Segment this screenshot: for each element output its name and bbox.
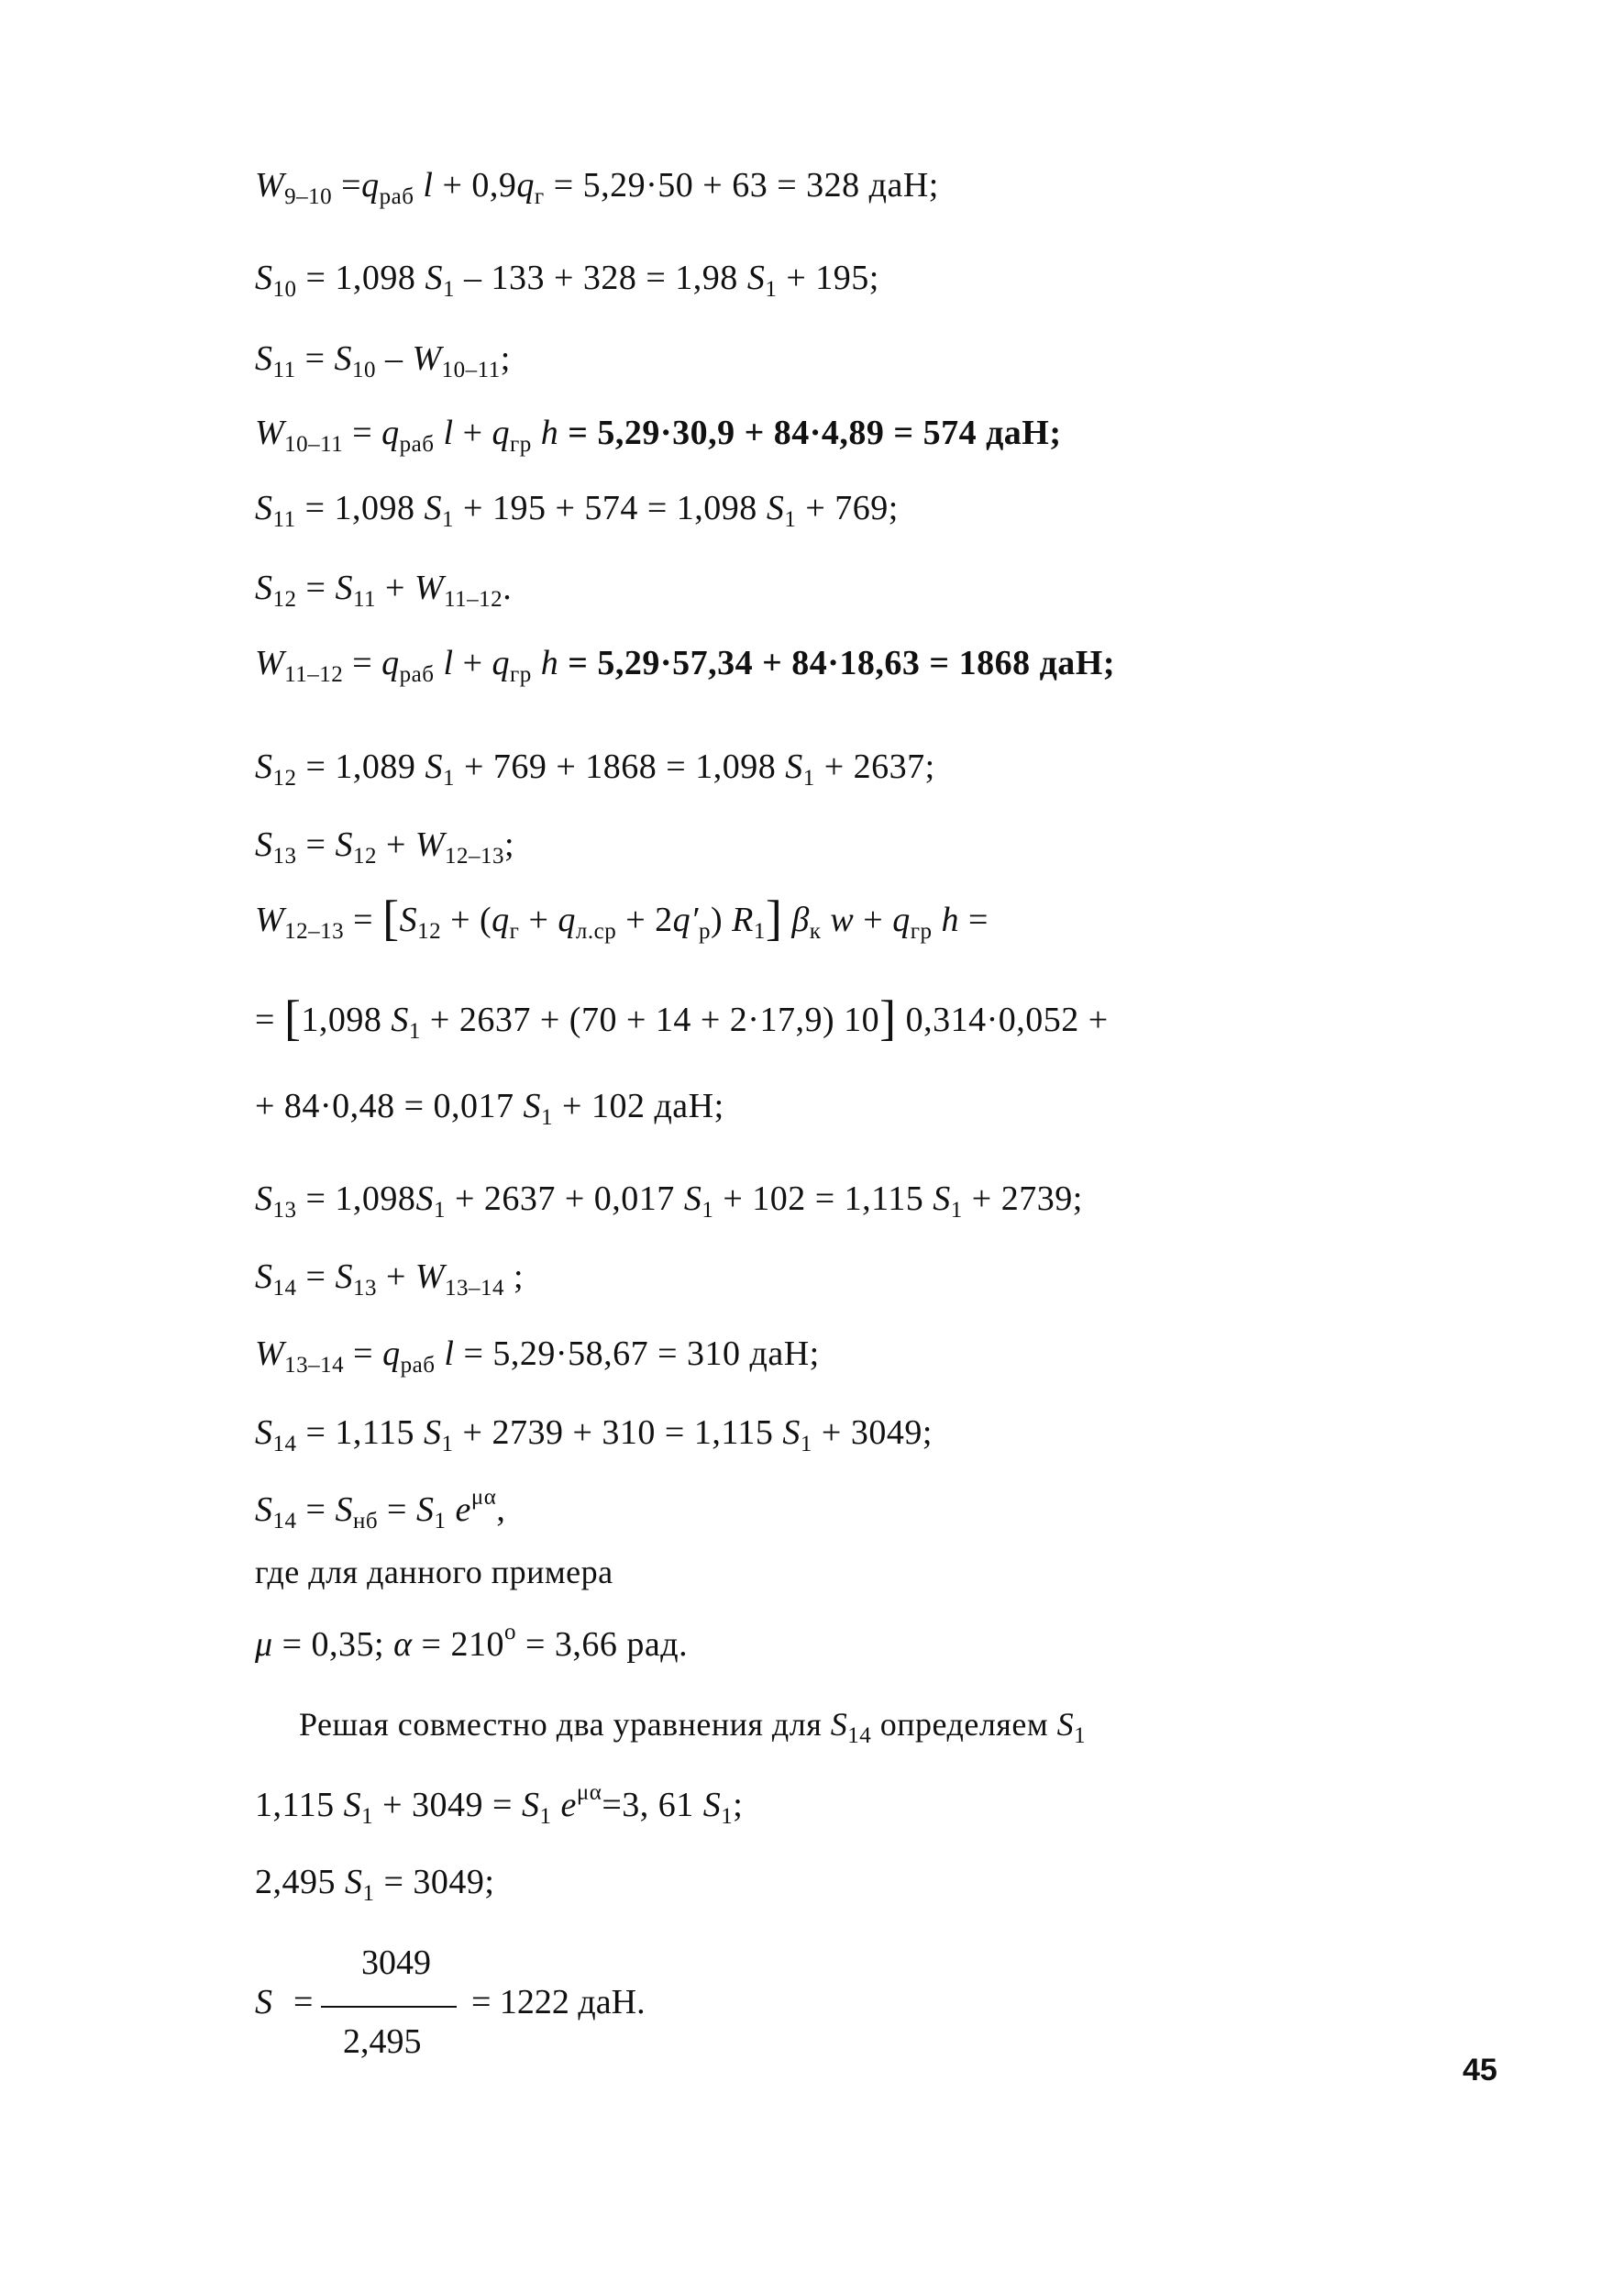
math-text: ; [504, 1257, 525, 1296]
math-text: – 133 + 328 = 1,98 [454, 259, 747, 297]
math-text: + 102 = 1,115 [713, 1179, 934, 1218]
math-text: = [344, 1334, 383, 1373]
fraction-numerator: 3049 [361, 1943, 431, 1982]
subscript: 1 [539, 1804, 552, 1829]
subscript: раб [399, 662, 435, 687]
equation-line [255, 1485, 506, 1534]
math-text: = 5,29·57,34 + 84·18,63 = 1868 даН; [558, 644, 1116, 682]
math-text: = [958, 901, 989, 939]
math-text: + 195; [777, 259, 879, 297]
equation-line [255, 1177, 1083, 1221]
math-text: S [345, 1863, 363, 1901]
math-text: + [376, 825, 415, 864]
final-fraction-equation [255, 1943, 805, 2062]
math-text: R [732, 901, 754, 939]
math-text: h [540, 414, 559, 452]
math-text: S [766, 489, 785, 527]
subscript: 10–11 [284, 432, 344, 457]
subscript: г [509, 919, 520, 944]
subscript: 1 [800, 1432, 812, 1456]
subscript: 13 [352, 1276, 377, 1301]
math-text: = 210 [412, 1625, 504, 1664]
subscript: 12 [417, 919, 442, 944]
math-text: μ [255, 1625, 273, 1664]
subscript: 1 [765, 277, 778, 302]
subscript: гр [510, 662, 532, 687]
math-text: S [335, 825, 353, 864]
math-text: = [296, 569, 336, 607]
math-text: q [558, 901, 576, 939]
math-text: ] [765, 891, 783, 946]
subscript: 14 [272, 1432, 297, 1456]
subscript: 14 [847, 1723, 872, 1748]
math-text: = [296, 1490, 336, 1529]
math-text: S [415, 1490, 435, 1529]
math-text: S [830, 1706, 848, 1743]
math-text: l [423, 166, 434, 205]
math-text: = 3049; [374, 1863, 495, 1901]
subscript: 10–11 [441, 358, 501, 382]
subscript: раб [400, 1353, 436, 1378]
math-text: W [255, 644, 285, 682]
math-text [551, 1786, 560, 1824]
superscript: o [503, 1620, 516, 1644]
equation-line [255, 163, 939, 207]
subscript: нб [352, 1509, 379, 1534]
subscript: 10 [352, 358, 377, 382]
subscript: раб [399, 432, 435, 457]
subscript: 14 [272, 1509, 297, 1534]
subscript: 14 [272, 1276, 297, 1301]
superscript: μα [576, 1780, 602, 1805]
subscript: 1 [442, 277, 455, 302]
subscript: 1 [753, 919, 766, 944]
math-text: = 0,35; [272, 1625, 394, 1664]
math-text: =3, 61 [602, 1786, 703, 1824]
math-text: = 1,098 [295, 489, 425, 527]
math-text: q [492, 414, 510, 452]
math-text: S [683, 1179, 702, 1218]
math-text: S [415, 1179, 434, 1218]
math-text: + 769 + 1868 = 1,098 [454, 747, 786, 786]
equation-line [255, 1084, 724, 1128]
subscript: 1 [702, 1198, 714, 1223]
math-text: . [503, 569, 513, 607]
math-text: + 3049; [812, 1413, 933, 1452]
math-text: q [382, 1334, 401, 1373]
math-text [532, 644, 541, 682]
subscript: 1 [1074, 1723, 1087, 1748]
math-text: = [255, 1001, 284, 1039]
math-text: W [414, 1257, 446, 1296]
math-text: q [492, 644, 510, 682]
math-text: [ [283, 991, 302, 1046]
math-text: S [334, 339, 353, 378]
math-text: S [255, 1490, 273, 1529]
subscript: 12 [272, 766, 297, 791]
math-text: + 769; [796, 489, 899, 527]
math-text: S [255, 489, 273, 527]
math-text: ; [504, 825, 515, 864]
fraction-lhs: S [255, 1983, 272, 2021]
math-text: S [255, 747, 273, 786]
math-text: S [933, 1179, 951, 1218]
math-text: S [425, 259, 443, 297]
math-text: = 1,098 [296, 259, 425, 297]
equation-line [255, 566, 512, 610]
subscript: 11–12 [284, 662, 344, 687]
math-text: h [941, 901, 959, 939]
math-text: q [381, 414, 400, 452]
math-text: S [702, 1786, 722, 1824]
math-text: S [335, 1257, 353, 1296]
math-text [435, 414, 444, 452]
math-text: α [393, 1625, 413, 1664]
subscript: 12–13 [445, 844, 505, 869]
equation-line [255, 1332, 820, 1376]
math-text: W [414, 825, 446, 864]
equation-line [255, 1255, 524, 1299]
subscript: гр [510, 432, 532, 457]
math-text [821, 901, 830, 939]
math-text: W [255, 901, 285, 939]
subscript: к [809, 919, 822, 944]
math-text: W [255, 166, 285, 205]
math-text: + 2637 + 0,017 [445, 1179, 684, 1218]
fraction-result: = 1222 даН. [471, 1983, 646, 2021]
subscript: г [534, 184, 545, 209]
equation-line [255, 1411, 933, 1455]
equation-line [255, 256, 879, 300]
equation-line [255, 891, 989, 946]
math-text [782, 901, 791, 939]
math-text: + 2739 + 310 = 1,115 [453, 1413, 783, 1452]
math-text: 1,115 [255, 1786, 344, 1824]
math-text: ) [710, 901, 733, 939]
math-text: e [455, 1490, 471, 1529]
math-text: S [255, 569, 273, 607]
math-text: [ [382, 891, 400, 946]
math-text [435, 644, 444, 682]
subscript: 11 [352, 587, 377, 612]
subscript: 1 [434, 1509, 447, 1534]
math-text: S [255, 259, 273, 297]
math-text: q [361, 166, 380, 205]
subscript: 1 [442, 766, 455, 791]
subscript: 12–13 [284, 919, 345, 944]
math-text: w [830, 901, 855, 939]
subscript: 11 [272, 358, 296, 382]
equation-line [255, 823, 514, 867]
subscript: 1 [721, 1804, 734, 1829]
subscript: 1 [441, 1432, 454, 1456]
fraction-bar [321, 2006, 457, 2008]
math-text: β [791, 901, 810, 939]
math-text: – [376, 339, 413, 378]
math-text: где для данного примера [255, 1554, 613, 1590]
math-text [414, 166, 423, 205]
math-text: , [496, 1490, 506, 1529]
equation-line [299, 1702, 1086, 1746]
subscript: 9–10 [284, 184, 333, 209]
subscript: 11 [272, 507, 296, 532]
math-text: q [492, 901, 510, 939]
math-text: + [519, 901, 558, 939]
subscript: 1 [950, 1198, 963, 1223]
math-text: = [344, 901, 383, 939]
subscript: 1 [433, 1198, 446, 1223]
subscript: 1 [362, 1881, 375, 1906]
math-text: + 2637 + (70 + 14 + 2·17,9) 10 [420, 1001, 880, 1039]
math-text: S [746, 259, 766, 297]
math-text: S [521, 1786, 540, 1824]
subscript: 13 [272, 1198, 297, 1223]
math-text [435, 1334, 444, 1373]
subscript: 11–12 [444, 587, 503, 612]
math-text: S [1056, 1706, 1075, 1743]
math-text: = 5,29·58,67 = 310 даН; [454, 1334, 820, 1373]
subscript: 1 [408, 1019, 421, 1044]
math-text: W [255, 414, 285, 452]
math-text: + 0,9 [433, 166, 517, 205]
subscript: 1 [802, 766, 815, 791]
subscript: гр [910, 919, 933, 944]
equation-line [255, 991, 1109, 1046]
math-text: определяем [871, 1706, 1057, 1743]
fraction-equals: = [293, 1983, 314, 2021]
math-text: 2,495 [255, 1863, 345, 1901]
math-text: 0,314·0,052 + [896, 1001, 1109, 1039]
math-text: q [381, 644, 400, 682]
math-text: = 1,098 [296, 1179, 416, 1218]
math-text: 1,098 [301, 1001, 392, 1039]
equation-line [255, 411, 1062, 455]
subscript: 13–14 [445, 1276, 505, 1301]
subscript: 1 [784, 507, 797, 532]
math-text: S [255, 1413, 273, 1452]
subscript: раб [379, 184, 414, 209]
math-text: + 2 [616, 901, 673, 939]
math-text: S [391, 1001, 409, 1039]
math-text: + 3049 = [373, 1786, 522, 1824]
math-text: = [343, 644, 382, 682]
subscript: 13 [272, 844, 297, 869]
equation-line [255, 1780, 744, 1829]
subscript: 12 [352, 844, 377, 869]
math-text: Решая совместно два уравнения для [299, 1706, 831, 1743]
math-text: + 2637; [814, 747, 935, 786]
equation-line [255, 337, 511, 381]
subscript: л.ср [575, 919, 617, 944]
math-text: S [424, 1413, 442, 1452]
math-text: W [255, 1334, 285, 1373]
math-text [446, 1490, 455, 1529]
subscript: р [698, 919, 711, 944]
math-text: q [516, 166, 535, 205]
math-text: + [376, 569, 414, 607]
math-text: l [444, 1334, 455, 1373]
math-text: S [255, 1179, 273, 1218]
math-text: = 5,29·30,9 + 84·4,89 = 574 даН; [558, 414, 1062, 452]
math-text: q [892, 901, 911, 939]
math-text: + [854, 901, 893, 939]
math-text: S [424, 489, 443, 527]
math-text: S [785, 747, 803, 786]
math-text: = [332, 166, 362, 205]
math-text: S [255, 1257, 273, 1296]
math-text: + [453, 644, 492, 682]
math-text: W [412, 339, 442, 378]
math-text: + 102 даН; [553, 1087, 724, 1125]
page-number: 45 [1463, 2053, 1497, 2087]
math-text: = [296, 1257, 336, 1296]
math-text: = [378, 1490, 416, 1529]
math-text: ] [879, 991, 897, 1046]
math-text: S [425, 747, 443, 786]
math-text: S [335, 1490, 353, 1529]
equation-line [255, 1860, 495, 1904]
math-text: S [255, 825, 273, 864]
subscript: 1 [442, 507, 455, 532]
fraction-denominator: 2,495 [343, 2022, 422, 2061]
math-text: S [399, 901, 418, 939]
math-text: l [443, 414, 454, 452]
equation-line [255, 745, 935, 789]
math-text: S [335, 569, 353, 607]
math-text: = [343, 414, 382, 452]
math-text [532, 414, 541, 452]
equation-line [255, 641, 1115, 685]
equation-line [255, 1622, 688, 1666]
subscript: 12 [272, 587, 297, 612]
equation-line [255, 1550, 613, 1594]
subscript: 13–14 [284, 1353, 345, 1378]
math-text: S [523, 1087, 542, 1125]
equation-line [255, 486, 899, 530]
math-text [932, 901, 941, 939]
math-text: e [560, 1786, 577, 1824]
math-text: + 2739; [962, 1179, 1083, 1218]
math-text: = [296, 825, 336, 864]
math-text: = 3,66 рад. [515, 1625, 689, 1664]
math-text: + ( [441, 901, 492, 939]
math-text: l [443, 644, 454, 682]
math-text: = 1,089 [296, 747, 425, 786]
math-text: S [343, 1786, 362, 1824]
math-text: = [295, 339, 335, 378]
math-text: W [414, 569, 445, 607]
math-text: h [540, 644, 559, 682]
subscript: 1 [541, 1105, 554, 1130]
math-text: q′ [672, 901, 699, 939]
math-text: S [782, 1413, 801, 1452]
subscript: 1 [361, 1804, 374, 1829]
math-text: + [453, 414, 492, 452]
subscript: 10 [272, 277, 297, 302]
math-text: ; [733, 1786, 744, 1824]
superscript: μα [470, 1485, 497, 1510]
math-text: ; [500, 339, 511, 378]
math-text: S [255, 339, 273, 378]
math-text: = 1,115 [296, 1413, 425, 1452]
math-text: + 84·0,48 = 0,017 [255, 1087, 524, 1125]
math-text: + 195 + 574 = 1,098 [454, 489, 767, 527]
math-text: + [376, 1257, 415, 1296]
math-text: = 5,29·50 + 63 = 328 даН; [544, 166, 939, 205]
